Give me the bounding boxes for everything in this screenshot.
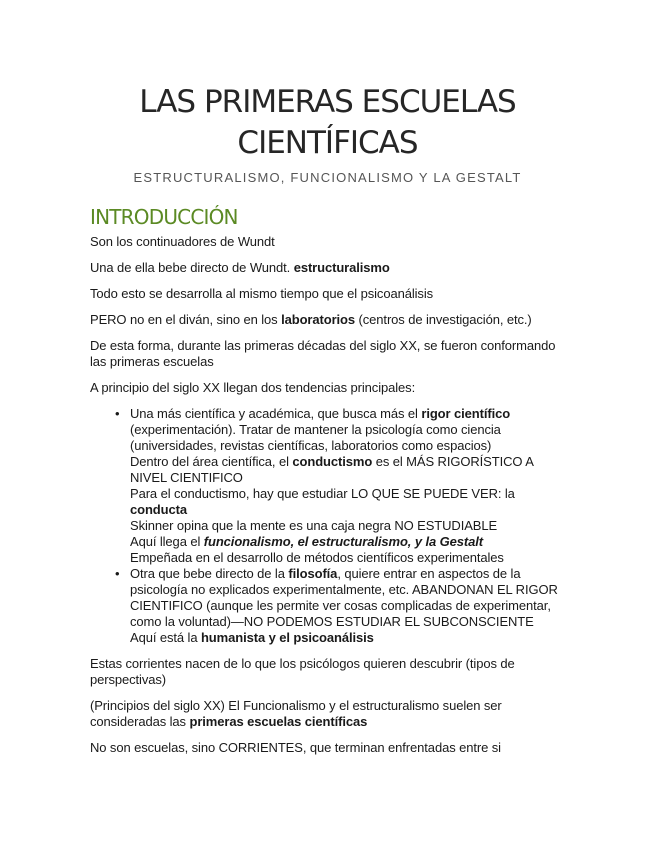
bold-term: rigor científico (421, 406, 511, 421)
bold-term: conducta (130, 502, 187, 517)
paragraph-text: Todo esto se desarrolla al mismo tiempo que el psicoanálisis (90, 286, 434, 301)
list-item-text: Aquí llega el (130, 534, 204, 549)
paragraph (90, 338, 570, 370)
bold-italic-term: funcionalismo, el estructuralismo, y la Gestalt (203, 534, 483, 549)
document-subtitle: ESTRUCTURALISMO, FUNCIONALISMO Y LA GESTALT (133, 170, 522, 185)
document-title-line1: LAS PRIMERAS ESCUELAS (139, 84, 516, 120)
paragraph-text: (Principios del siglo XX) El Funcionalismo y el estructuralismo suelen ser (90, 698, 502, 713)
paragraph (90, 656, 570, 688)
paragraph (90, 740, 570, 756)
list-item-line (130, 454, 570, 470)
paragraph-text: (centros de investigación, etc.) (355, 312, 532, 327)
list-item-line: Empeñada en el desarrollo de métodos científicos experimentales (130, 550, 504, 565)
paragraph-text: Una de ella bebe directo de Wundt. (90, 260, 294, 275)
paragraph-text: De esta forma, durante las primeras décadas del siglo XX, se fueron conformando (90, 338, 556, 353)
document-title (40, 82, 615, 164)
bold-term: filosofía (288, 566, 338, 581)
document-title-line2: CIENTÍFICAS (237, 125, 418, 161)
bullet-list (90, 406, 570, 646)
list-item-line (130, 406, 570, 422)
bold-term: laboratorios (281, 312, 356, 327)
paragraph (90, 698, 570, 730)
list-item-text: Aquí está la (130, 630, 201, 645)
list-item-text: , quiere entrar en aspectos de la (337, 566, 521, 581)
list-item-line (130, 630, 570, 646)
paragraph (90, 312, 570, 328)
paragraph (90, 234, 570, 250)
list-item-text: Otra que bebe directo de la (130, 566, 289, 581)
bold-term: conductismo (292, 454, 373, 469)
list-item-text: es el MÁS RIGORÍSTICO A (372, 454, 534, 469)
list-item-line: CIENTIFICO (aunque les permite ver cosas complicadas de experimentar, (130, 598, 551, 613)
bold-term: primeras escuelas científicas (189, 714, 368, 729)
paragraph (90, 380, 570, 396)
paragraph-text: consideradas las (90, 714, 190, 729)
bold-term: humanista y el psicoanálisis (200, 630, 374, 645)
list-item-text: Dentro del área científica, el (130, 454, 293, 469)
list-item-line: Skinner opina que la mente es una caja negra NO ESTUDIABLE (130, 518, 498, 533)
list-item (115, 566, 570, 646)
list-item-line (130, 534, 570, 550)
list-item-line (130, 566, 570, 582)
list-item-text: Una más científica y académica, que busca más el (130, 406, 422, 421)
list-item (115, 406, 570, 566)
list-item-line: Para el conductismo, hay que estudiar LO QUE SE PUEDE VER: la (130, 486, 515, 501)
list-item-line: (universidades, revistas científicas, laboratorios como espacios) (130, 438, 492, 453)
paragraph-text: A principio del siglo XX llegan dos tendencias principales: (90, 380, 416, 395)
list-item-line: (experimentación). Tratar de mantener la psicología como ciencia (130, 422, 501, 437)
document-body (90, 234, 570, 766)
paragraph (90, 286, 570, 302)
bullet-icon: • (115, 406, 120, 421)
paragraph-text: PERO no en el diván, sino en los (90, 312, 282, 327)
section-heading-introduccion: INTRODUCCIÓN (90, 205, 238, 229)
bold-term: estructuralismo (293, 260, 390, 275)
list-item-line: NIVEL CIENTIFICO (130, 470, 243, 485)
list-item-line: psicología no explicados experimentalmente, etc. ABANDONAN EL RIGOR (130, 582, 558, 597)
bullet-icon: • (115, 566, 120, 581)
paragraph-text: Estas corrientes nacen de lo que los psicólogos quieren descubrir (tipos de (90, 656, 515, 671)
paragraph (90, 260, 570, 276)
paragraph-text: No son escuelas, sino CORRIENTES, que terminan enfrentadas entre si (90, 740, 501, 755)
list-item-line: como la voluntad)—NO PODEMOS ESTUDIAR EL SUBCONSCIENTE (130, 614, 534, 629)
paragraph-text: Son los continuadores de Wundt (90, 234, 275, 249)
paragraph-text: perspectivas) (90, 672, 167, 687)
paragraph-text: las primeras escuelas (90, 354, 214, 369)
